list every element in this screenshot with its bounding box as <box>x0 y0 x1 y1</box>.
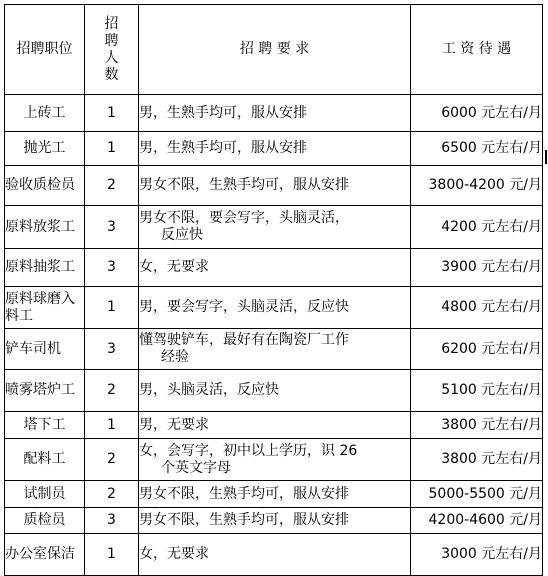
cell-count: 1 <box>85 534 139 576</box>
cell-requirements <box>139 95 411 132</box>
cell-position: 原料球磨入料工 <box>5 287 85 329</box>
cell-requirements <box>139 508 411 534</box>
cell-position: 验收质检员 <box>5 166 85 206</box>
cell-count: 3 <box>85 249 139 287</box>
cell-count: 2 <box>85 370 139 412</box>
table-row <box>5 329 543 370</box>
requirement-line: 女，会写字，初中以上学历，识 26 <box>139 442 358 459</box>
requirement-line: 男，无要求 <box>139 416 209 433</box>
cell-salary: 4200-4600 元/月 <box>411 508 543 534</box>
header-salary: 工 资 待 遇 <box>411 5 543 95</box>
cell-position: 塔下工 <box>5 412 85 439</box>
cell-salary: 3000 元左右/月 <box>411 534 543 576</box>
cell-requirements <box>139 329 411 370</box>
header-count-char: 人 <box>104 49 119 66</box>
requirement-line: 男女不限，生熟手均可，服从安排 <box>139 177 349 193</box>
table-row <box>5 508 543 534</box>
cell-salary: 4800 元左右/月 <box>411 287 543 329</box>
cell-count: 1 <box>85 412 139 439</box>
cell-salary: 6500 元左右/月 <box>411 132 543 166</box>
cell-count: 2 <box>85 481 139 508</box>
requirement-line: 女，无要求 <box>139 546 209 562</box>
requirement-line: 男，头脑灵活，反应快 <box>139 382 279 398</box>
cell-salary: 3800 元左右/月 <box>411 412 543 439</box>
table-row <box>5 249 543 287</box>
table-row <box>5 534 543 576</box>
edge-mark <box>545 150 547 164</box>
requirement-line: 女，无要求 <box>139 259 209 275</box>
cell-count: 1 <box>85 95 139 132</box>
cell-salary: 5100 元左右/月 <box>411 370 543 412</box>
cell-position: 原料抽浆工 <box>5 249 85 287</box>
cell-salary: 6200 元左右/月 <box>411 329 543 370</box>
cell-position: 喷雾塔炉工 <box>5 370 85 412</box>
requirement-line: 男女不限，要会写字，头脑灵活， <box>139 210 349 226</box>
table-row <box>5 439 543 481</box>
cell-requirements <box>139 412 411 439</box>
requirement-line: 男女不限，生熟手均可，服从安排 <box>139 485 349 502</box>
recruitment-table <box>4 4 543 576</box>
cell-count: 3 <box>85 206 139 249</box>
cell-requirements <box>139 439 411 481</box>
table-row <box>5 287 543 329</box>
header-count-char: 招 <box>104 15 119 32</box>
header-count-char: 数 <box>104 66 119 83</box>
cell-salary: 6000 元左右/月 <box>411 95 543 132</box>
cell-salary: 3800-4200 元/月 <box>411 166 543 206</box>
cell-position: 试制员 <box>5 481 85 508</box>
cell-count: 3 <box>85 508 139 534</box>
table-row <box>5 132 543 166</box>
requirement-line: 男，生熟手均可，服从安排 <box>139 140 307 156</box>
header-count-char: 聘 <box>104 32 119 49</box>
cell-position: 办公室保洁 <box>5 534 85 576</box>
requirement-line: 懂驾驶铲车，最好有在陶瓷厂工作 <box>139 332 349 348</box>
table-row <box>5 481 543 508</box>
requirement-line: 反应快 <box>161 227 203 243</box>
table-row <box>5 370 543 412</box>
requirement-line: 经验 <box>161 349 189 365</box>
requirement-line: 个英文字母 <box>161 459 231 476</box>
requirement-line: 男，生熟手均可，服从安排 <box>139 104 307 121</box>
requirement-line: 男女不限，生熟手均可，服从安排 <box>139 512 349 528</box>
cell-salary: 5000-5500 元/月 <box>411 481 543 508</box>
cell-position: 铲车司机 <box>5 329 85 370</box>
cell-position: 抛光工 <box>5 132 85 166</box>
header-requirements: 招 聘 要 求 <box>139 5 411 95</box>
cell-salary: 4200 元左右/月 <box>411 206 543 249</box>
cell-requirements <box>139 206 411 249</box>
cell-requirements <box>139 370 411 412</box>
requirement-line: 男，要会写字，头脑灵活，反应快 <box>139 299 349 315</box>
cell-count: 1 <box>85 287 139 329</box>
header-row <box>5 5 543 95</box>
header-position: 招聘职位 <box>5 5 85 95</box>
table-row <box>5 166 543 206</box>
cell-position: 质检员 <box>5 508 85 534</box>
cell-position: 原料放浆工 <box>5 206 85 249</box>
cell-requirements <box>139 166 411 206</box>
table-row <box>5 206 543 249</box>
cell-count: 2 <box>85 439 139 481</box>
table-row <box>5 412 543 439</box>
table-row <box>5 95 543 132</box>
header-count <box>85 5 139 95</box>
cell-count: 2 <box>85 166 139 206</box>
cell-count: 3 <box>85 329 139 370</box>
cell-requirements <box>139 287 411 329</box>
cell-count: 1 <box>85 132 139 166</box>
cell-requirements <box>139 534 411 576</box>
cell-salary: 3800 元左右/月 <box>411 439 543 481</box>
cell-requirements <box>139 249 411 287</box>
cell-salary: 3900 元左右/月 <box>411 249 543 287</box>
cell-requirements <box>139 481 411 508</box>
cell-position: 配料工 <box>5 439 85 481</box>
cell-position: 上砖工 <box>5 95 85 132</box>
cell-requirements <box>139 132 411 166</box>
